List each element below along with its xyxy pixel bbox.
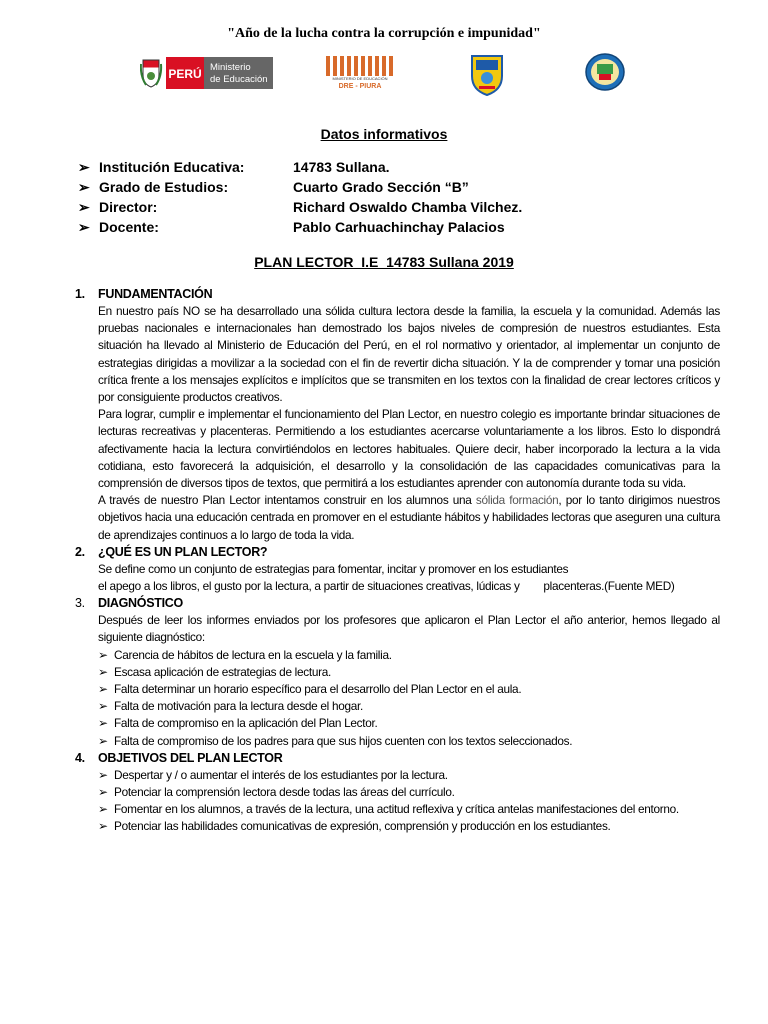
arrow-bullet-icon: ➢ [78, 179, 90, 195]
paragraph: Después de leer los informes enviados por los profesores que aplicaron el Plan Lector el año anterior, hemos llegado al siguiente diagnóstico: [98, 613, 720, 645]
arrow-bullet-icon: ➢ [78, 219, 90, 235]
arrow-bullet-icon: ➢ [98, 733, 108, 748]
que-es-text [98, 561, 720, 595]
arrow-bullet-icon: ➢ [78, 159, 90, 175]
objetivos-list [98, 767, 720, 836]
section-number: 2. [75, 544, 85, 559]
section-title: DIAGNÓSTICO [98, 596, 183, 611]
fundamentacion-text [98, 303, 720, 544]
arrow-bullet-icon: ➢ [98, 682, 108, 697]
list-item [98, 818, 720, 835]
plan-lector-title: PLAN LECTOR I.E 14783 Sullana 2019 [254, 254, 514, 270]
paragraph: el apego a los libros, el gusto por la lectura, a partir de situaciones creativas, lúdicas y placenteras.(Fuente MED) [98, 579, 675, 594]
svg-text:de Educación: de Educación [210, 74, 268, 85]
document-body [75, 286, 720, 836]
arrow-bullet-icon: ➢ [98, 699, 108, 714]
section-heading-fundamentacion [75, 286, 720, 303]
info-label: Grado de Estudios: [99, 179, 229, 195]
motto-header: "Año de la lucha contra la corrupción e impunidad" [227, 26, 541, 41]
section-title: ¿QUÉ ES UN PLAN LECTOR? [98, 544, 268, 559]
paragraph: En nuestro país NO se ha desarrollado una sólida cultura lectora desde la familia, la escuela y la comunidad. Además las pruebas nacionales e internacionales han demostrado los bajos niveles de compresión de nuestros estudiantes. Esta situación ha llevado al Ministerio de Educación del Perú, en el rol normativo y orientador, al implementar un conjunto de estrategias dirigidas a movilizar a la sociedad con el fin de revertir dicha situación. Y la de comprender y tomar una posición crítica frente a los mensajes explícitos e implícitos que se transmiten en los textos con la finalidad de crear lectores críticos y por consiguiente productos creativos. [98, 304, 720, 405]
paragraph: Para lograr, cumplir e implementar el funcionamiento del Plan Lector, en nuestro colegio es importante brindar situaciones de lecturas recreativas y placenteras. Permitiendo a los estudiantes acercarse voluntariamente a los libros. Esto lo dispondrá afectivamente hacia la lectura convirtiéndolos en lectores habituales. Quiere decir, haber incorporado la lectura a la vida cotidiana, esto favorecerá la adquisición, el desarrollo y la consolidación de las capacidades comunicativas para la comprensión de diversos tipos de textos, que permitirá a los estudiantes aprender con autonomía durante toda su vida. [98, 407, 720, 491]
peru-coat-of-arms-icon [141, 60, 161, 87]
section-title: OBJETIVOS DEL PLAN LECTOR [98, 750, 283, 765]
svg-text:Ministerio: Ministerio [210, 62, 251, 73]
list-item [98, 664, 720, 681]
arrow-bullet-icon: ➢ [98, 785, 108, 800]
list-item-text: Potenciar las habilidades comunicativas de expresión, comprensión y producción en los estudiantes. [114, 819, 611, 834]
list-item [98, 715, 720, 732]
school-shield-icon [470, 54, 504, 96]
list-item-text: Potenciar la comprensión lectora desde todas las áreas del currículo. [114, 785, 455, 800]
list-item-text: Falta de motivación para la lectura desde el hogar. [114, 699, 363, 714]
logo-bar [0, 50, 768, 100]
list-item [98, 784, 720, 801]
list-item-text: Falta determinar un horario específico para el desarrollo del Plan Lector en el aula. [114, 682, 522, 697]
ministerio-educacion-logo [140, 54, 273, 90]
datos-informativos-title: Datos informativos [320, 126, 448, 142]
paragraph [98, 492, 720, 544]
svg-text:DRE - PIURA: DRE - PIURA [338, 83, 382, 90]
section-title: FUNDAMENTACIÓN [98, 287, 213, 301]
arrow-bullet-icon: ➢ [98, 647, 108, 662]
svg-text:PERÚ: PERÚ [168, 67, 202, 81]
arrow-bullet-icon: ➢ [98, 802, 108, 817]
paragraph: Se define como un conjunto de estrategias para fomentar, incitar y promover en los estudiantes [98, 561, 569, 576]
section-heading-objetivos [75, 750, 720, 767]
list-item [98, 647, 720, 664]
list-item [98, 801, 720, 818]
school-emblem-icon [584, 52, 626, 92]
info-value: 14783 Sullana. [293, 159, 390, 175]
list-item-text: Falta de compromiso de los padres para que sus hijos cuenten con los textos seleccionados. [114, 733, 573, 748]
list-item [98, 767, 720, 784]
list-item [98, 698, 720, 715]
section-heading-diagnostico [75, 595, 720, 612]
arrow-bullet-icon: ➢ [98, 716, 108, 731]
info-label: Director: [99, 199, 158, 215]
arrow-bullet-icon: ➢ [98, 819, 108, 834]
diagnostico-intro [98, 612, 720, 646]
arrow-bullet-icon: ➢ [98, 664, 108, 679]
list-item-text: Fomentar en los alumnos, a través de la lectura, una actitud reflexiva y crítica antelas manifestaciones del entorno. [114, 802, 679, 817]
section-number: 4. [75, 750, 85, 765]
info-label: Docente: [99, 219, 159, 235]
dre-piura-logo [318, 54, 402, 90]
highlighted-text: sólida formación [475, 493, 559, 508]
section-number: 3. [75, 596, 85, 611]
section-number: 1. [75, 287, 85, 301]
list-item [98, 733, 720, 750]
info-label: Institución Educativa: [99, 159, 245, 175]
section-heading-que-es [75, 544, 720, 561]
info-value: Pablo Carhuachinchay Palacios [293, 219, 505, 235]
info-value: Cuarto Grado Sección “B” [293, 179, 469, 195]
list-item-text: Despertar y / o aumentar el interés de los estudiantes por la lectura. [114, 767, 448, 782]
list-item-text: Carencia de hábitos de lectura en la escuela y la familia. [114, 647, 392, 662]
list-item [98, 681, 720, 698]
info-value: Richard Oswaldo Chamba Vilchez. [293, 199, 523, 215]
text-run: A través de nuestro Plan Lector intentamos construir en los alumnos una [98, 493, 476, 508]
list-item-text: Escasa aplicación de estrategias de lectura. [114, 664, 331, 679]
list-item-text: Falta de compromiso en la aplicación del Plan Lector. [114, 716, 378, 731]
arrow-bullet-icon: ➢ [98, 767, 108, 782]
text-run: , por lo tanto dirigimos nuestros objetivos hacia una educación centrada en promover en el estudiante hábitos y habilidades lectoras que aseguren una cultura de aprendizajes continuos a lo largo de toda la vida. [98, 493, 720, 542]
arrow-bullet-icon: ➢ [78, 199, 90, 215]
dre-building-icon [326, 56, 393, 76]
diagnostico-list [98, 647, 720, 750]
svg-text:MINISTERIO DE EDUCACIÓN: MINISTERIO DE EDUCACIÓN [332, 76, 388, 81]
